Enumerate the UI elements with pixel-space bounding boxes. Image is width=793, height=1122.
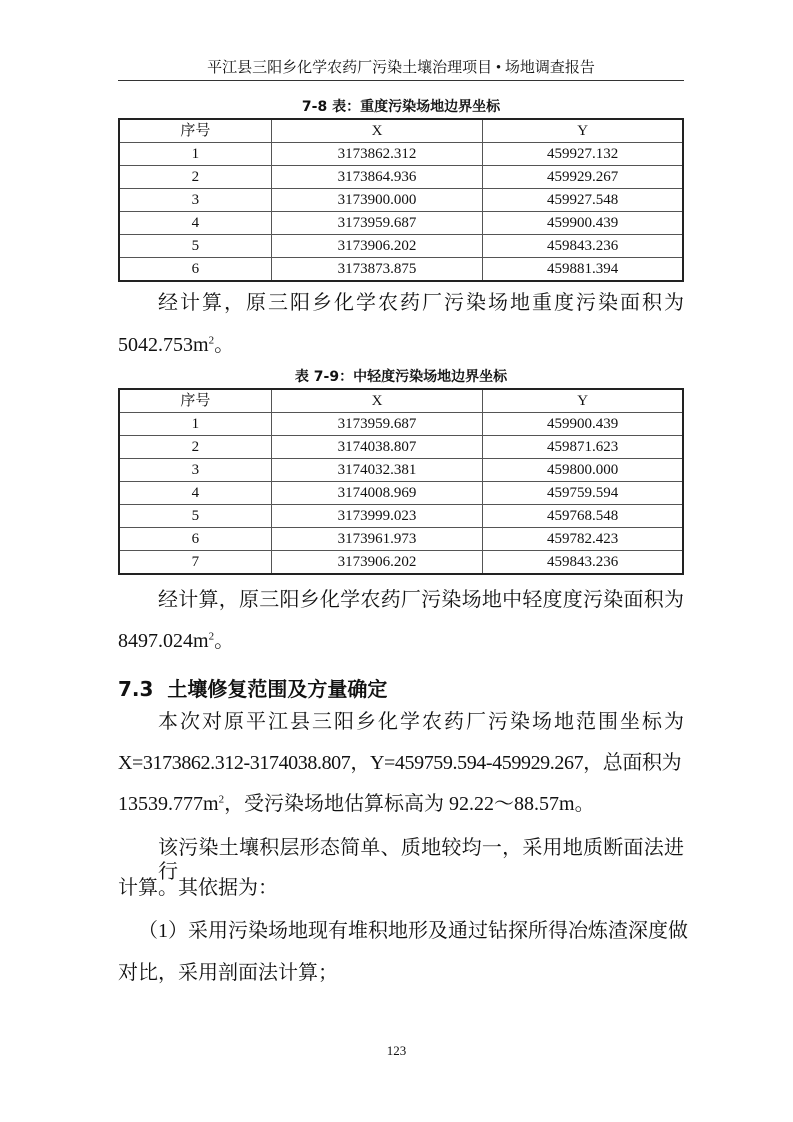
table-cell: 3173906.202 [271, 551, 483, 575]
table-cell: 459881.394 [483, 258, 683, 282]
table-row [119, 258, 683, 282]
table-cell: 3173873.875 [271, 258, 483, 282]
table-cell: 3173862.312 [271, 143, 483, 166]
paragraph-line: X=3173862.312-3174038.807，Y=459759.594-459929.267，总面积为 [118, 752, 682, 774]
table-cell: 3174008.969 [271, 482, 483, 505]
table-row [119, 436, 683, 459]
table-row [119, 235, 683, 258]
section-heading: 7.3 土壤修复范围及方量确定 [118, 677, 388, 701]
table-cell: 6 [119, 528, 271, 551]
table-cell: 3174038.807 [271, 436, 483, 459]
table-cell: 1 [119, 413, 271, 436]
table-row [119, 212, 683, 235]
table-cell: 459927.132 [483, 143, 683, 166]
paragraph-line: $8497.024m^2$。 [118, 630, 235, 652]
table-cell: 3173900.000 [271, 189, 483, 212]
table-row [119, 528, 683, 551]
column-header: X [271, 119, 483, 143]
table-row [119, 551, 683, 575]
table-cell: 459927.548 [483, 189, 683, 212]
table-cell: 2 [119, 166, 271, 189]
table-cell: 2 [119, 436, 271, 459]
table-cell: 3 [119, 459, 271, 482]
table-row [119, 482, 683, 505]
table-cell: 5 [119, 235, 271, 258]
table-cell: 4 [119, 212, 271, 235]
column-header: Y [483, 119, 683, 143]
table-cell: 459843.236 [483, 235, 683, 258]
table-row [119, 189, 683, 212]
table-row [119, 166, 683, 189]
paragraph-line: 对比，采用剖面法计算； [118, 962, 338, 984]
page-number: 123 [386, 1043, 407, 1058]
table-row [119, 505, 683, 528]
column-header: 序号 [119, 119, 271, 143]
table-cell: 459759.594 [483, 482, 683, 505]
table-cell: 3173999.023 [271, 505, 483, 528]
table-header-row [119, 119, 683, 143]
paragraph-line: 经计算，原三阳乡化学农药厂污染场地中轻度度污染面积为 [158, 589, 684, 611]
paragraph-line: $5042.753m^2$。 [118, 334, 235, 356]
header-divider [118, 80, 684, 81]
column-header: X [271, 389, 483, 413]
table-cell: 459800.000 [483, 459, 683, 482]
table2-caption: 表 7-9：中轻度污染场地边界坐标 [294, 369, 508, 385]
table-cell: 6 [119, 258, 271, 282]
paragraph-line: $13539.777m^2$，受污染场地估算标高为 92.22～88.57m。 [118, 793, 595, 815]
table-cell: 459900.439 [483, 212, 683, 235]
table-row [119, 413, 683, 436]
table-row [119, 459, 683, 482]
table-header-row [119, 389, 683, 413]
table-heavy-pollution-coordinates [118, 118, 684, 282]
paragraph-line: 经计算，原三阳乡化学农药厂污染场地重度污染面积为 [158, 292, 684, 314]
column-header: Y [483, 389, 683, 413]
table-cell: 4 [119, 482, 271, 505]
paragraph-line: 计算。其依据为： [118, 877, 278, 899]
table-cell: 3 [119, 189, 271, 212]
table-cell: 3174032.381 [271, 459, 483, 482]
table-cell: 459843.236 [483, 551, 683, 575]
paragraph-line: 本次对原平江县三阳乡化学农药厂污染场地范围坐标为 [158, 711, 684, 733]
table-cell: 3173906.202 [271, 235, 483, 258]
table-cell: 459929.267 [483, 166, 683, 189]
paragraph-line: 该污染土壤积层形态简单、质地较均一，采用地质断面法进行 [158, 837, 684, 883]
table-cell: 1 [119, 143, 271, 166]
column-header: 序号 [119, 389, 271, 413]
table-cell: 7 [119, 551, 271, 575]
table-light-pollution-coordinates [118, 388, 684, 575]
table-cell: 3173864.936 [271, 166, 483, 189]
table-cell: 459900.439 [483, 413, 683, 436]
table-cell: 459871.623 [483, 436, 683, 459]
paragraph-line: （1）采用污染场地现有堆积地形及通过钻探所得冶炼渣深度做 [138, 920, 688, 942]
table-cell: 459768.548 [483, 505, 683, 528]
table1-caption: 7-8 表：重度污染场地边界坐标 [301, 99, 501, 115]
table-cell: 459782.423 [483, 528, 683, 551]
table-cell: 3173959.687 [271, 212, 483, 235]
running-header: 平江县三阳乡化学农药厂污染土壤治理项目 • 场地调查报告 [207, 60, 595, 76]
table-cell: 3173959.687 [271, 413, 483, 436]
table-cell: 3173961.973 [271, 528, 483, 551]
table-row [119, 143, 683, 166]
table-cell: 5 [119, 505, 271, 528]
